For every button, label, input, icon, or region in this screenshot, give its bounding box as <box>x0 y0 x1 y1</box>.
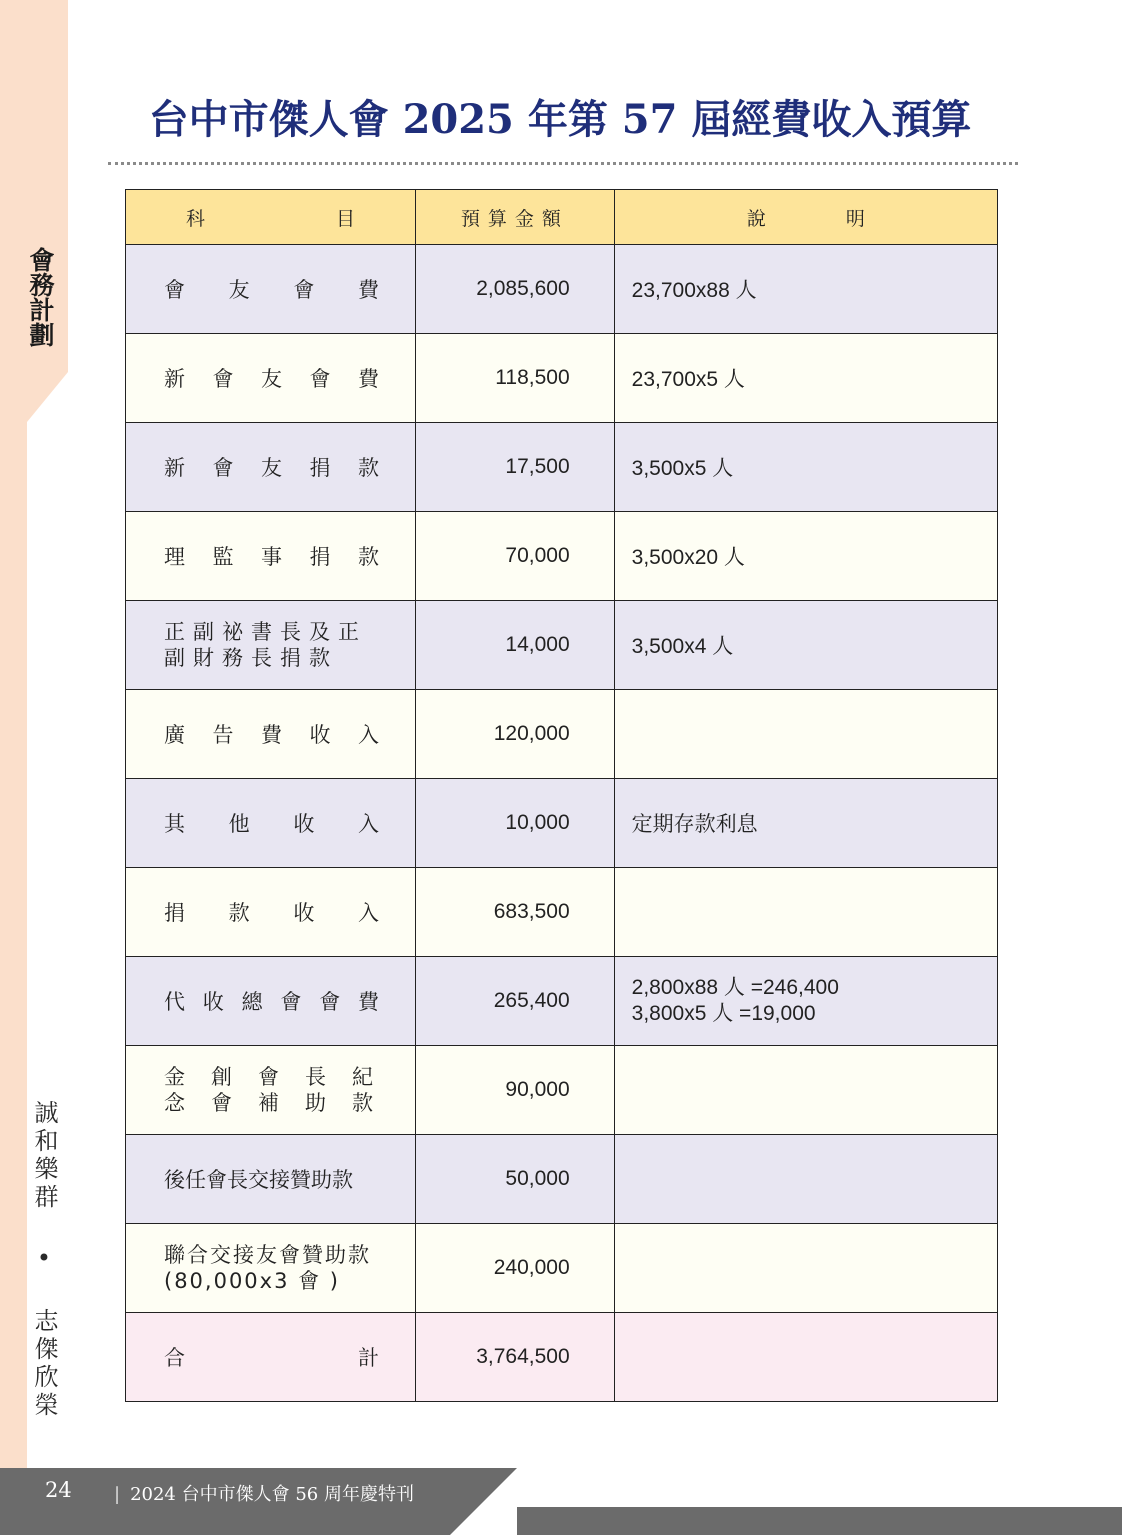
item-cell <box>126 1224 416 1313</box>
table-row <box>126 868 998 957</box>
item-cell <box>126 512 416 601</box>
item-char: 入 <box>357 723 379 747</box>
item-char: 告 <box>212 723 234 747</box>
item-line: 聯合交接友會贊助款 <box>164 1243 371 1267</box>
item-char: 會 <box>280 990 302 1014</box>
item-char: 款 <box>357 456 379 480</box>
footer-title: 2024 台中市傑人會 56 周年慶特刊 <box>130 1484 414 1505</box>
item-char: 新 <box>164 456 185 480</box>
table-row <box>126 423 998 512</box>
side-section-label: 會務計劃 <box>26 247 55 347</box>
table-row <box>126 245 998 334</box>
amount-cell: 14,000 <box>415 601 614 690</box>
note-line: 2,800x88 人 =246,400 <box>631 976 839 999</box>
item-char: 友 <box>260 367 282 391</box>
page-title: 台中市傑人會 2025 年第 57 屆經費收入預算 <box>148 96 972 143</box>
item-cell <box>126 1135 416 1224</box>
item-char: 收 <box>293 901 315 925</box>
item-line: 副財務長捐款 <box>164 646 338 670</box>
table-row <box>126 1046 998 1135</box>
table-body <box>126 245 998 1402</box>
item-char: 事 <box>260 545 282 569</box>
table-row <box>126 1135 998 1224</box>
table-row <box>126 957 998 1046</box>
page-number: 24 <box>45 1478 72 1502</box>
item-char: 收 <box>202 990 224 1014</box>
item-char: 費 <box>357 990 379 1014</box>
header-item: 科 目 <box>126 190 416 245</box>
note-cell: 23,700x88 人 <box>614 245 997 334</box>
budget-table <box>125 189 998 1402</box>
note-cell <box>614 690 997 779</box>
item-cell <box>126 957 416 1046</box>
header-note: 說 明 <box>614 190 997 245</box>
side-motto: 誠和樂群 • 志傑欣榮 <box>30 1100 58 1420</box>
item-cell <box>126 690 416 779</box>
item-char: 費 <box>357 367 379 391</box>
item-char: 新 <box>164 367 185 391</box>
footer-bar-corner <box>450 1468 517 1535</box>
item-char: 會 <box>164 278 185 302</box>
amount-cell: 2,085,600 <box>415 245 614 334</box>
item-char: 其 <box>164 812 185 836</box>
item-line: 金創會長紀 <box>164 1065 399 1089</box>
header-amount: 預算金額 <box>415 190 614 245</box>
item-char: 廣 <box>164 723 185 747</box>
note-cell: 定期存款利息 <box>614 779 997 868</box>
amount-cell: 17,500 <box>415 423 614 512</box>
side-band-lower <box>0 372 27 1468</box>
item-char: 計 <box>357 1346 379 1370</box>
dotted-divider <box>108 158 1018 165</box>
amount-cell: 90,000 <box>415 1046 614 1135</box>
side-band-corner <box>27 372 68 422</box>
item-cell <box>126 1046 416 1135</box>
item-char: 捐 <box>309 545 331 569</box>
item-cell <box>126 868 416 957</box>
item-line: (80,000x3 會 ) <box>164 1269 341 1293</box>
item-char: 理 <box>164 545 185 569</box>
note-cell: 3,500x5 人 <box>614 423 997 512</box>
item-char: 入 <box>357 901 379 925</box>
table-row <box>126 690 998 779</box>
note-cell: 23,700x5 人 <box>614 334 997 423</box>
note-cell: 3,500x20 人 <box>614 512 997 601</box>
amount-cell: 3,764,500 <box>415 1313 614 1402</box>
item-line: 正副祕書長及正 <box>164 620 367 644</box>
item-cell <box>126 245 416 334</box>
note-cell <box>614 1135 997 1224</box>
footer-separator: | <box>114 1484 121 1505</box>
note-cell: 3,500x4 人 <box>614 601 997 690</box>
footer-rule <box>517 1507 1122 1535</box>
table-header-row <box>126 190 998 245</box>
item-char: 會 <box>309 367 331 391</box>
table-row <box>126 779 998 868</box>
item-char: 費 <box>357 278 379 302</box>
footer-caption <box>114 1480 414 1506</box>
table-row <box>126 601 998 690</box>
item-cell <box>126 423 416 512</box>
amount-cell: 70,000 <box>415 512 614 601</box>
item-char: 款 <box>357 545 379 569</box>
item-char: 費 <box>260 723 282 747</box>
amount-cell: 240,000 <box>415 1224 614 1313</box>
item-char: 會 <box>319 990 341 1014</box>
item-char: 會 <box>212 456 234 480</box>
amount-cell: 118,500 <box>415 334 614 423</box>
item-char: 入 <box>357 812 379 836</box>
item-char: 收 <box>309 723 331 747</box>
item-char: 他 <box>228 812 250 836</box>
item-char: 監 <box>212 545 234 569</box>
item-char: 代 <box>164 990 185 1014</box>
note-cell <box>614 1046 997 1135</box>
item-char: 友 <box>228 278 250 302</box>
item-cell <box>126 334 416 423</box>
note-line: 3,800x5 人 =19,000 <box>631 1002 816 1025</box>
amount-cell: 10,000 <box>415 779 614 868</box>
note-cell <box>614 868 997 957</box>
note-cell <box>614 1224 997 1313</box>
item-char: 收 <box>293 812 315 836</box>
amount-cell: 683,500 <box>415 868 614 957</box>
item-cell <box>126 1313 416 1402</box>
amount-cell: 120,000 <box>415 690 614 779</box>
item-char: 會 <box>212 367 234 391</box>
total-row <box>126 1313 998 1402</box>
table-row <box>126 1224 998 1313</box>
item-char: 合 <box>164 1346 185 1370</box>
item-cell <box>126 601 416 690</box>
item-line: 念會補助款 <box>164 1091 399 1115</box>
item-char: 捐 <box>164 901 185 925</box>
table-row <box>126 334 998 423</box>
item-text: 後任會長交接贊助款 <box>164 1168 353 1192</box>
item-char: 會 <box>293 278 315 302</box>
amount-cell: 50,000 <box>415 1135 614 1224</box>
item-char: 總 <box>241 990 263 1014</box>
item-cell <box>126 779 416 868</box>
item-char: 款 <box>228 901 250 925</box>
amount-cell: 265,400 <box>415 957 614 1046</box>
note-cell <box>614 957 997 1046</box>
item-char: 捐 <box>309 456 331 480</box>
note-cell <box>614 1313 997 1402</box>
item-char: 友 <box>260 456 282 480</box>
table-row <box>126 512 998 601</box>
